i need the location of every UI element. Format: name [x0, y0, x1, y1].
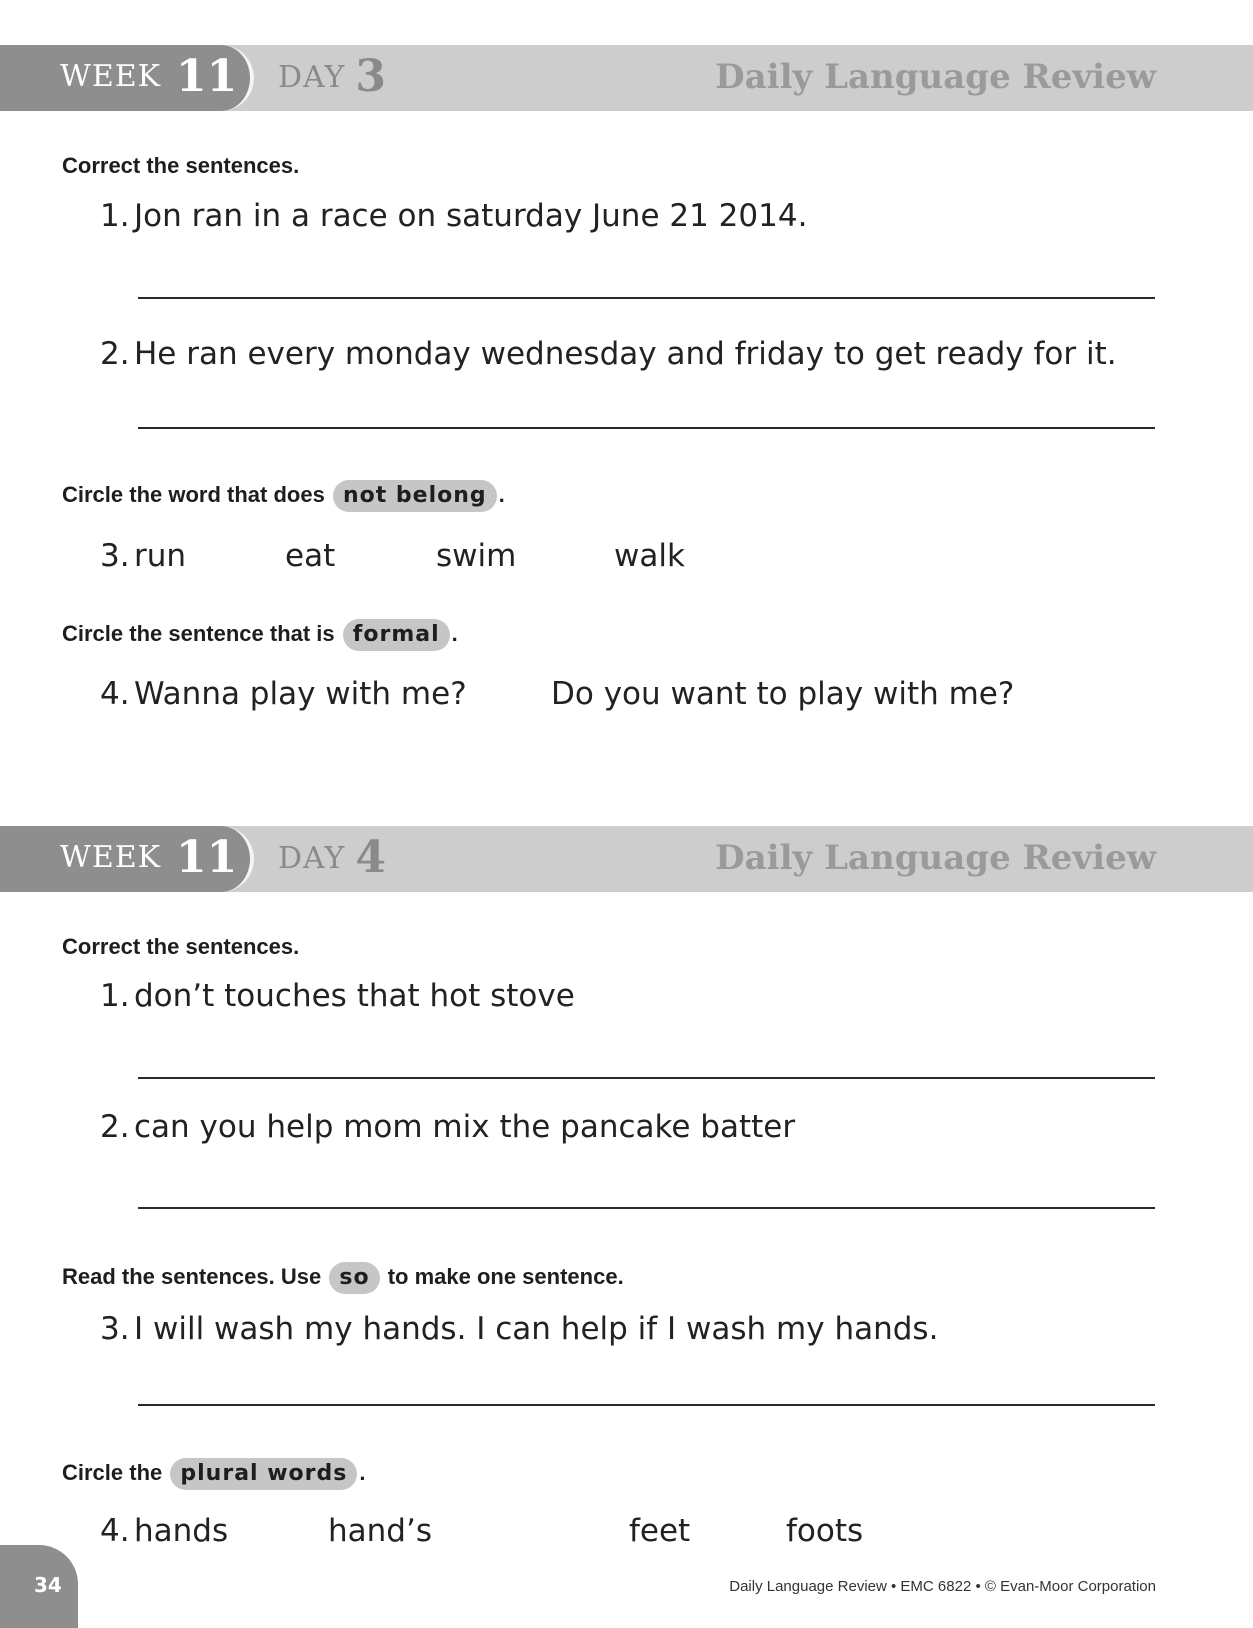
keyword-pill: plural words: [170, 1458, 357, 1490]
sentence-choice-a[interactable]: Wanna play with me?: [134, 676, 467, 712]
instruction-text-end: .: [498, 482, 505, 507]
header-title: Daily Language Review: [715, 57, 1156, 97]
question-number: 3.: [100, 538, 130, 574]
answer-line-2[interactable]: [138, 1207, 1155, 1209]
header-day4: [0, 826, 1253, 892]
instruction-circle-word: [62, 480, 505, 512]
footer-credit: Daily Language Review • EMC 6822 • © Evan-Moor Corporation: [729, 1578, 1156, 1595]
question-number: 4.: [100, 676, 130, 712]
instruction-text-end: .: [359, 1460, 366, 1485]
instruction-text: Circle the: [62, 1460, 163, 1485]
week-label: WEEK: [60, 59, 162, 94]
instruction-text: Circle the word that does: [62, 482, 325, 507]
day-badge: [278, 51, 386, 102]
answer-line-1[interactable]: [138, 1077, 1155, 1079]
page-number-tab: [0, 1545, 78, 1628]
question-number: 4.: [100, 1513, 130, 1549]
instruction-text: Circle the sentence that is: [62, 621, 335, 646]
header-title: Daily Language Review: [715, 838, 1156, 878]
week-badge: [0, 826, 254, 892]
question-number: 1.: [100, 978, 130, 1014]
question-number: 3.: [100, 1311, 130, 1347]
word-choice[interactable]: swim: [436, 538, 517, 574]
week-badge: [0, 45, 254, 111]
keyword-pill: so: [329, 1262, 379, 1294]
sentence-1: Jon ran in a race on saturday June 21 2014.: [134, 198, 808, 234]
day-badge: [278, 832, 386, 883]
word-choice[interactable]: run: [134, 538, 187, 574]
page-number: 34: [34, 1573, 62, 1597]
header-day3: [0, 45, 1253, 111]
day-label: DAY: [278, 841, 346, 876]
day-label: DAY: [278, 60, 346, 95]
week-number: 11: [176, 51, 238, 102]
instruction-circle-plural: [62, 1458, 366, 1490]
sentence-1: don’t touches that hot stove: [134, 978, 575, 1014]
keyword-pill: formal: [343, 619, 450, 651]
question-number: 1.: [100, 198, 130, 234]
instruction-text: Read the sentences. Use: [62, 1264, 322, 1289]
sentence-2: can you help mom mix the pancake batter: [134, 1109, 796, 1145]
sentence-2: He ran every monday wednesday and friday to get ready for it.: [134, 336, 1117, 372]
week-label: WEEK: [60, 840, 162, 875]
word-choice[interactable]: hands: [134, 1513, 229, 1549]
sentence-3: I will wash my hands. I can help if I wash my hands.: [134, 1311, 939, 1347]
keyword-pill: not belong: [333, 480, 497, 512]
word-choice[interactable]: foots: [786, 1513, 864, 1549]
word-choice[interactable]: walk: [614, 538, 685, 574]
week-number: 11: [176, 832, 238, 883]
answer-line-3[interactable]: [138, 1404, 1155, 1406]
word-choice[interactable]: hand’s: [328, 1513, 432, 1549]
instruction-correct: Correct the sentences.: [62, 934, 300, 959]
question-number: 2.: [100, 336, 130, 372]
sentence-choice-b[interactable]: Do you want to play with me?: [551, 676, 1015, 712]
answer-line-1[interactable]: [138, 297, 1155, 299]
day-number: 3: [355, 51, 386, 102]
word-choice[interactable]: feet: [629, 1513, 691, 1549]
instruction-combine: [62, 1262, 624, 1294]
instruction-text-end: .: [451, 621, 458, 646]
answer-line-2[interactable]: [138, 427, 1155, 429]
instruction-circle-sentence: [62, 619, 458, 651]
day-number: 4: [355, 832, 386, 883]
word-choice[interactable]: eat: [285, 538, 336, 574]
instruction-text-end: to make one sentence.: [387, 1264, 624, 1289]
question-number: 2.: [100, 1109, 130, 1145]
instruction-correct: Correct the sentences.: [62, 153, 300, 178]
